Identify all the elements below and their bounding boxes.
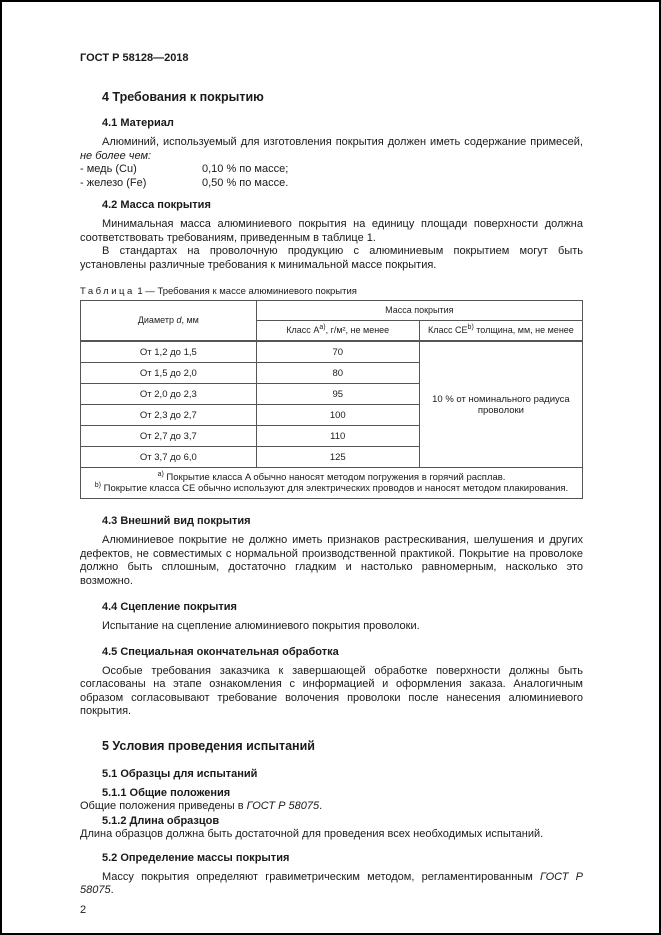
footnote-text: Покрытие класса CE обычно используют для электрических проводов и наносят методом плакирования.: [101, 483, 569, 494]
diameter-cell: От 2,0 до 2,3: [81, 384, 257, 405]
section-4-3-paragraph: Алюминиевое покрытие не должно иметь признаков растрескивания, шелушения и других дефектов, не совместимых с нормальной производственной практикой. Покрытие на проволоке должно быть сплошным, достаточно гладким и настолько равномерным, насколько это возможно.: [80, 534, 583, 587]
class-a-cell: 70: [256, 341, 419, 363]
section-4-1-title: 4.1 Материал: [102, 117, 174, 129]
diameter-cell: От 2,7 до 3,7: [81, 426, 257, 447]
doc-number: ГОСТ Р 58128—2018: [80, 52, 189, 64]
section-5-1-2-title: 5.1.2 Длина образцов: [102, 814, 220, 827]
header-text: , г/м², не менее: [325, 325, 390, 335]
diameter-cell: От 1,2 до 1,5: [81, 341, 257, 363]
footnote-a: [84, 472, 579, 483]
diameter-cell: От 3,7 до 6,0: [81, 447, 257, 468]
header-text: Класс CE: [428, 325, 468, 335]
section-4-5-paragraph: Особые требования заказчика к завершающей обработке поверхности должны быть согласованы на этапе ознакомления с информацией и оформления заказа. Аналогичным образом согласовывают требование волочения проволоки после нанесения алюминиевого покрытия.: [80, 664, 583, 717]
section-5-title: 5 Условия проведения испытаний: [102, 738, 315, 753]
superscript-a: a): [157, 470, 164, 478]
class-a-cell: 110: [256, 426, 419, 447]
list-item-iron: [80, 177, 583, 191]
table-header-row-1: [81, 301, 583, 321]
column-header-mass: Масса покрытия: [256, 301, 582, 321]
column-header-class-ce: [419, 321, 582, 342]
column-header-diameter: [81, 301, 257, 342]
header-text: , мм: [181, 315, 199, 325]
class-ce-merged-cell: 10 % от номинального радиуса проволоки: [419, 341, 582, 468]
section-4-title: 4 Требования к покрытию: [102, 90, 264, 104]
section-4-1-paragraph: [80, 136, 583, 163]
header-text: Диаметр: [137, 315, 177, 325]
section-5-1-2-paragraph: Длина образцов должна быть достаточной для проведения всех необходимых испытаний.: [80, 828, 544, 840]
section-4-2-title: 4.2 Масса покрытия: [102, 199, 211, 211]
list-item-copper: [80, 163, 583, 177]
section-4-4-paragraph: Испытание на сцепление алюминиевого покрытия проволоки.: [102, 620, 420, 632]
paragraph-text: .: [110, 884, 114, 896]
section-4-2-paragraph-1: Минимальная масса алюминиевого покрытия на единицу площади поверхности должна соответствовать требованиям, приведенным в таблице 1.: [80, 218, 583, 244]
superscript-b: b): [467, 324, 474, 331]
superscript-b: b): [94, 481, 102, 489]
table-footnotes: [81, 468, 583, 499]
section-4-5-title: 4.5 Специальная окончательная обработка: [102, 645, 339, 658]
impurity-label: - железо (Fe): [80, 176, 147, 189]
footnote-b: [84, 483, 579, 494]
paragraph-text: Алюминий, используемый для изготовления покрытия должен иметь содержание примесей,: [102, 136, 583, 148]
section-5-2-title: 5.2 Определение массы покрытия: [102, 851, 290, 864]
footnote-text: Покрытие класса A обычно наносят методом погружения в горячий расплав.: [163, 472, 506, 483]
section-4-3-title: 4.3 Внешний вид покрытия: [102, 515, 251, 527]
impurity-value: 0,50 % по массе.: [202, 176, 289, 189]
paragraph-text: Общие положения приведены в: [80, 800, 247, 812]
table-1: [80, 300, 583, 499]
section-5-1-1-title: 5.1.1 Общие положения: [102, 786, 231, 799]
header-italic-d: d: [176, 315, 182, 325]
paragraph-italic-text: не более чем:: [80, 149, 152, 162]
header-text: толщина, мм, не менее: [473, 325, 574, 335]
class-a-cell: 125: [256, 447, 419, 468]
section-4-2-paragraph-2: В стандартах на проволочную продукцию с алюминиевым покрытием могут быть установлены различные требования к минимальной массе покрытия.: [80, 245, 583, 271]
section-4-4-title: 4.4 Сцепление покрытия: [102, 601, 237, 613]
page-number: 2: [80, 903, 87, 916]
class-a-cell: 95: [256, 384, 419, 405]
superscript-a: a): [319, 324, 326, 331]
impurity-list: [80, 163, 583, 190]
table-caption-text: 1 — Требования к массе алюминиевого покрытия: [134, 286, 357, 297]
gost-reference: ГОСТ Р 58075: [80, 870, 583, 896]
paragraph-text: .: [319, 800, 323, 812]
impurity-label: - медь (Cu): [80, 163, 137, 175]
gost-reference: ГОСТ Р 58075: [246, 800, 320, 812]
header-text: Класс A: [286, 325, 320, 335]
table-caption-word: Таблица: [80, 286, 135, 297]
paragraph-text: Массу покрытия определяют гравиметрическим методом, регламентированным: [102, 870, 540, 883]
class-a-cell: 80: [256, 363, 419, 384]
class-a-cell: 100: [256, 405, 419, 426]
table-row: [81, 341, 583, 363]
section-5-2-paragraph: [80, 871, 583, 898]
table-footnotes-row: [81, 468, 583, 499]
diameter-cell: От 1,5 до 2,0: [81, 363, 257, 384]
section-5-1-title: 5.1 Образцы для испытаний: [102, 767, 258, 780]
diameter-cell: От 2,3 до 2,7: [81, 405, 257, 426]
column-header-class-a: [256, 321, 419, 342]
table-1-caption: [80, 286, 583, 297]
section-5-1-1-paragraph: [80, 800, 583, 814]
impurity-value: 0,10 % по массе;: [202, 163, 289, 175]
